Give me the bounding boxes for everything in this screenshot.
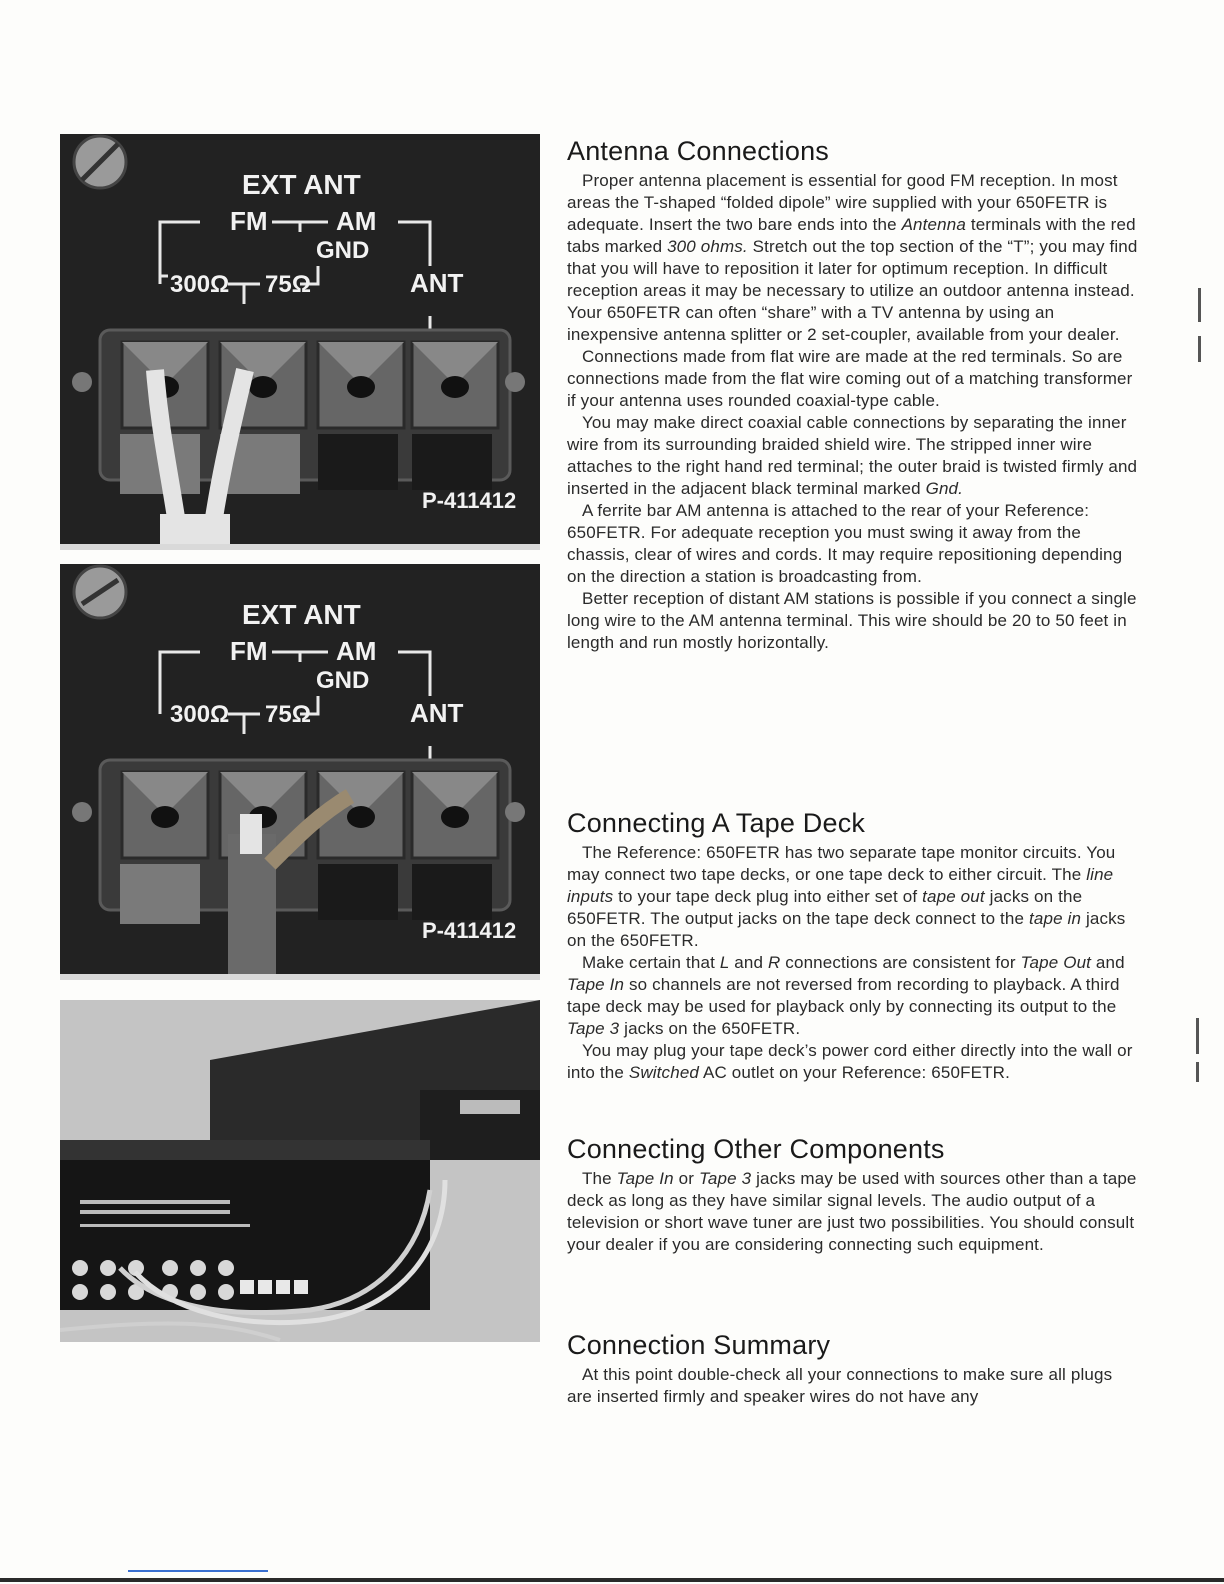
paragraph [567,1168,1142,1256]
text-run: At this point double-check all your connections to make sure all plugs are inserted firmly and speaker wires do not have any [567,1365,1113,1406]
emphasis-text: Gnd. [925,479,964,498]
paragraph [567,412,1142,500]
emphasis-text: 300 ohms. [667,237,748,256]
label-ext-ant: EXT ANT [242,599,361,630]
text-run: jacks on the 650FETR. The output jacks on the tape deck connect to the [567,887,1083,928]
emphasis-text: R [768,953,781,972]
text-run: and [729,953,768,972]
antenna-terminal-photo-2 [60,564,540,980]
paragraph [567,588,1142,654]
label-300-ohm: 300Ω [170,271,230,298]
text-run: and [1091,953,1125,972]
section-heading: Connection Summary [567,1330,831,1360]
rear-panel-photo [60,1000,540,1342]
margin-mark [1198,336,1201,362]
text-run: connections are consistent for [780,953,1021,972]
bottom-rule [0,1578,1224,1582]
label-75-ohm: 75Ω [265,701,311,728]
paragraph [567,500,1142,588]
paragraph [567,346,1142,412]
emphasis-text: Antenna [901,215,966,234]
section-connecting-a-tape-deck [567,808,1142,1084]
text-run: Make certain that [582,953,720,972]
section-connecting-other-components [567,1134,1142,1256]
emphasis-text: Switched [628,1063,700,1082]
label-ext-ant: EXT ANT [242,169,361,200]
label-fm: FM [230,636,268,666]
text-run: jacks may be used with sources other than a tape deck as long as they have similar signal levels. The audio output of a television or short wave tuner are just two possibilities. You should consult your dealer if you are considering connecting such equipment. [567,1169,1137,1254]
section-heading: Connecting A Tape Deck [567,808,866,838]
text-run: You may make direct coaxial cable connections by separating the inner wire from its surrounding braided shield wire. The stripped inner wire attaches to the right hand red terminal; the outer braid is twisted firmly and inserted in the adjacent black terminal marked [567,413,1138,498]
section-heading: Antenna Connections [567,136,829,166]
text-run: The Reference: 650FETR has two separate tape monitor circuits. You may connect two tape decks, or one tape deck to either circuit. The [567,843,1116,884]
label-gnd: GND [316,667,370,694]
section-body [567,842,1142,1084]
margin-mark [1198,288,1201,322]
margin-mark [1196,1062,1199,1082]
antenna-terminal-illustration [60,134,540,544]
section-heading: Connecting Other Components [567,1134,945,1164]
bottom-tab-mark [128,1570,268,1572]
antenna-terminal-photo-1 [60,134,540,550]
label-ant: ANT [410,698,464,728]
emphasis-text: Tape Out [1020,953,1092,972]
section-antenna-connections [567,136,1142,654]
part-code: P-411412 [422,488,517,513]
label-300-ohm: 300Ω [170,701,230,728]
section-body [567,170,1142,654]
antenna-terminal-illustration [60,564,540,974]
text-run: AC outlet on your Reference: 650FETR. [699,1063,1010,1082]
label-am: AM [336,636,377,666]
paragraph [567,170,1142,346]
rear-panel-illustration [60,1000,540,1342]
margin-mark [1196,1018,1199,1054]
label-75-ohm: 75Ω [265,271,311,298]
section-connection-summary [567,1330,1142,1408]
paragraph [567,952,1142,1040]
text-run: jacks on the 650FETR. [567,909,1126,950]
emphasis-text: Tape 3 [698,1169,752,1188]
label-gnd: GND [316,237,370,264]
paragraph [567,1040,1142,1084]
emphasis-text: Tape 3 [567,1019,620,1038]
text-run: to your tape deck plug into either set of [613,887,923,906]
emphasis-text: line inputs [567,865,1114,906]
emphasis-text: Tape In [567,975,625,994]
text-run: jacks on the 650FETR. [619,1019,801,1038]
emphasis-text: Tape In [616,1169,674,1188]
label-ant: ANT [410,268,464,298]
section-body [567,1364,1142,1408]
text-run: so channels are not reversed from recording to playback. A third tape deck may be used for playback only by connecting its output to the [567,975,1120,1016]
paragraph [567,1364,1142,1408]
text-run: terminals with the red tabs marked [567,215,1136,256]
text-run: You may plug your tape deck’s power cord either directly into the wall or into the [567,1041,1133,1082]
paragraph [567,842,1142,952]
label-am: AM [336,206,377,236]
section-body [567,1168,1142,1256]
emphasis-text: L [719,953,730,972]
text-run: Connections made from flat wire are made at the red terminals. So are connections made from the flat wire coming out of a matching transformer if your antenna uses rounded coaxial-type cable. [567,347,1133,410]
text-run: Better reception of distant AM stations is possible if you connect a single long wire to the AM antenna terminal. This wire should be 20 to 50 feet in length and run mostly horizontally. [567,589,1137,652]
text-run: Stretch out the top section of the “T”; you may find that you will have to reposition it later for optimum reception. In difficult reception areas it may be necessary to utilize an outdoor antenna instead. Your 650FETR can often “share” with a TV antenna by using an inexpensive antenna splitter or 2 set-coupler, available from your dealer. [567,237,1138,344]
text-run: Proper antenna placement is essential for good FM reception. In most areas the T-shaped “folded dipole” wire supplied with your 650FETR is adequate. Insert the two bare ends into the [567,171,1118,234]
part-code: P-411412 [422,918,517,943]
text-run: or [673,1169,699,1188]
emphasis-text: tape in [1029,909,1082,928]
text-run: A ferrite bar AM antenna is attached to the rear of your Reference: 650FETR. For adequate reception you must swing it away from the chassis, clear of wires and cords. It may require repositioning depending on the direction a station is broadcasting from. [567,501,1123,586]
text-run: The [582,1169,617,1188]
emphasis-text: tape out [922,887,985,906]
label-fm: FM [230,206,268,236]
